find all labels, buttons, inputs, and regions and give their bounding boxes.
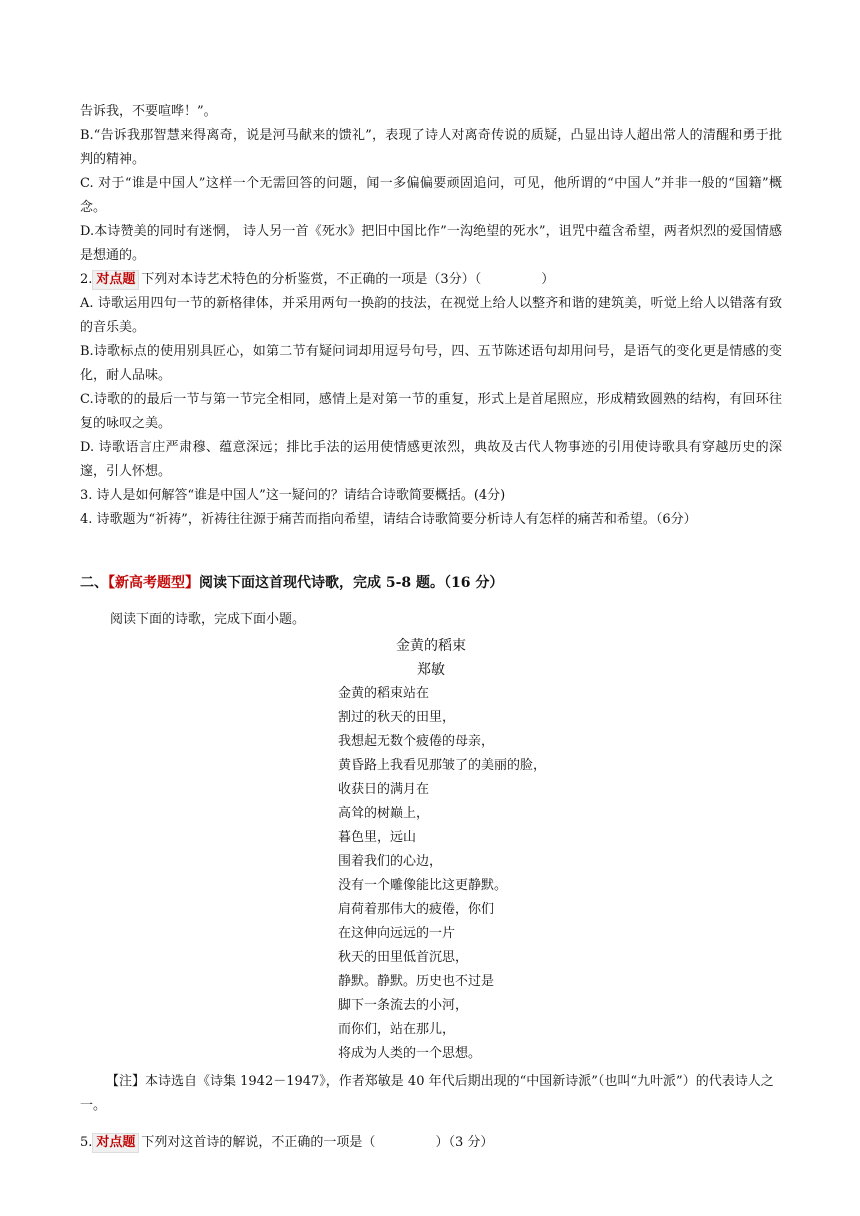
q5-text: 下列对这首诗的解说，不正确的一项是（ [141, 1135, 376, 1150]
q2-option-b: B.诗歌标点的使用别具匠心，如第二节有疑问词却用逗号句号，四、五节陈述语句却用问号，是语气的变化更是情感的变化，耐人品味。 [80, 344, 782, 383]
instruction: 阅读下面的诗歌，完成下面小题。 [110, 612, 306, 627]
poem-body [338, 682, 782, 1066]
q1-option-c: C. 对于“谁是中国人”这样一个无需回答的问题，闻一多偏偏要顽固追问，可见，他所谓的“中国人”并非一般的“国籍”概念。 [80, 176, 782, 215]
q5-tag: 对点题 [92, 1133, 139, 1153]
poem-line: 将成为人类的一个思想。 [338, 1046, 482, 1061]
q2-close: ） [541, 272, 555, 287]
section-2-heading [80, 572, 782, 594]
poem-line: 围着我们的心边， [338, 854, 443, 869]
poem-line: 暮色里，远山 [338, 830, 417, 845]
q2-option-a: A. 诗歌运用四句一节的新格律体，并采用两句一换韵的技法，在视觉上给人以整齐和谐的建筑美，听觉上给人以错落有致的音乐美。 [80, 296, 782, 335]
poem-note: 【注】本诗选自《诗集 1942－1947》，作者郑敏是 40 年代后期出现的“中国新诗派”（也叫“九叶派”）的代表诗人之一。 [80, 1074, 774, 1113]
poem-line: 肩荷着那伟大的疲倦，你们 [338, 902, 495, 917]
section-2-prefix: 二、 [80, 575, 108, 591]
question-3: 3. 诗人是如何解答“谁是中国人”这一疑问的？请结合诗歌简要概括。(4分) [80, 488, 506, 503]
poem-line: 割过的秋天的田里， [338, 710, 456, 725]
q1-option-d: D.本诗赞美的同时有迷惘， 诗人另一首《死水》把旧中国比作”一沟绝望的死水”，诅咒中蕴含希望，两者炽烈的爱国情感是想通的。 [80, 224, 782, 263]
poem-line: 没有一个雕像能比这更静默。 [338, 878, 508, 893]
poem-line: 在这伸向远远的一片 [338, 926, 456, 941]
q2-option-d: D. 诗歌语言庄严肃穆、蕴意深远；排比手法的运用使情感更浓烈，典故及古代人物事迹的引用使诗歌具有穿越历史的深邃，引人怀想。 [80, 440, 782, 479]
q5-close: ）（3 分） [435, 1135, 494, 1150]
poem-title: 金黄的稻束 [396, 638, 466, 654]
poem-line: 收获日的满月在 [338, 782, 430, 797]
poem-line: 高耸的树巅上， [338, 806, 430, 821]
poem-line: 秋天的田里低首沉思， [338, 950, 469, 965]
poem-line: 脚下一条流去的小河， [338, 998, 469, 1013]
poem-line: 静默。静默。历史也不过是 [338, 974, 495, 989]
section-2-tag: 【新高考题型】 [108, 575, 199, 591]
question-4: 4. 诗歌题为“祈祷”，祈祷往往源于痛苦而指向希望，请结合诗歌简要分析诗人有怎样的痛苦和希望。（6分） [80, 512, 697, 527]
poem-line: 黄昏路上我看见那皱了的美丽的脸， [338, 758, 547, 773]
poem-line: 而你们，站在那儿， [338, 1022, 456, 1037]
q5-number: 5. [80, 1135, 93, 1150]
q1-tail: 告诉我，不要喧哗！”。 [80, 104, 217, 119]
q2-number: 2. [80, 272, 93, 287]
poem-author: 郑敏 [417, 662, 445, 678]
q2-tag: 对点题 [92, 270, 139, 290]
question-5 [80, 1131, 782, 1155]
poem-line: 我想起无数个疲倦的母亲， [338, 734, 495, 749]
q2-text: 下列对本诗艺术特色的分析鉴赏，不正确的一项是（3分）（ [141, 272, 482, 287]
section-2-text: 阅读下面这首现代诗歌，完成 5-8 题。（16 分） [199, 575, 504, 591]
q1-option-b: B.“告诉我那智慧来得离奇，说是河马献来的馈礼”，表现了诗人对离奇传说的质疑，凸显出诗人超出常人的清醒和勇于批判的精神。 [80, 128, 782, 167]
document-page [80, 100, 782, 1155]
q2-option-c: C.诗歌的的最后一节与第一节完全相同，感情上是对第一节的重复，形式上是首尾照应，形成精致圆熟的结构，有回环往复的咏叹之美。 [80, 392, 782, 431]
poem-line: 金黄的稻束站在 [338, 686, 430, 701]
question-2 [80, 268, 782, 292]
